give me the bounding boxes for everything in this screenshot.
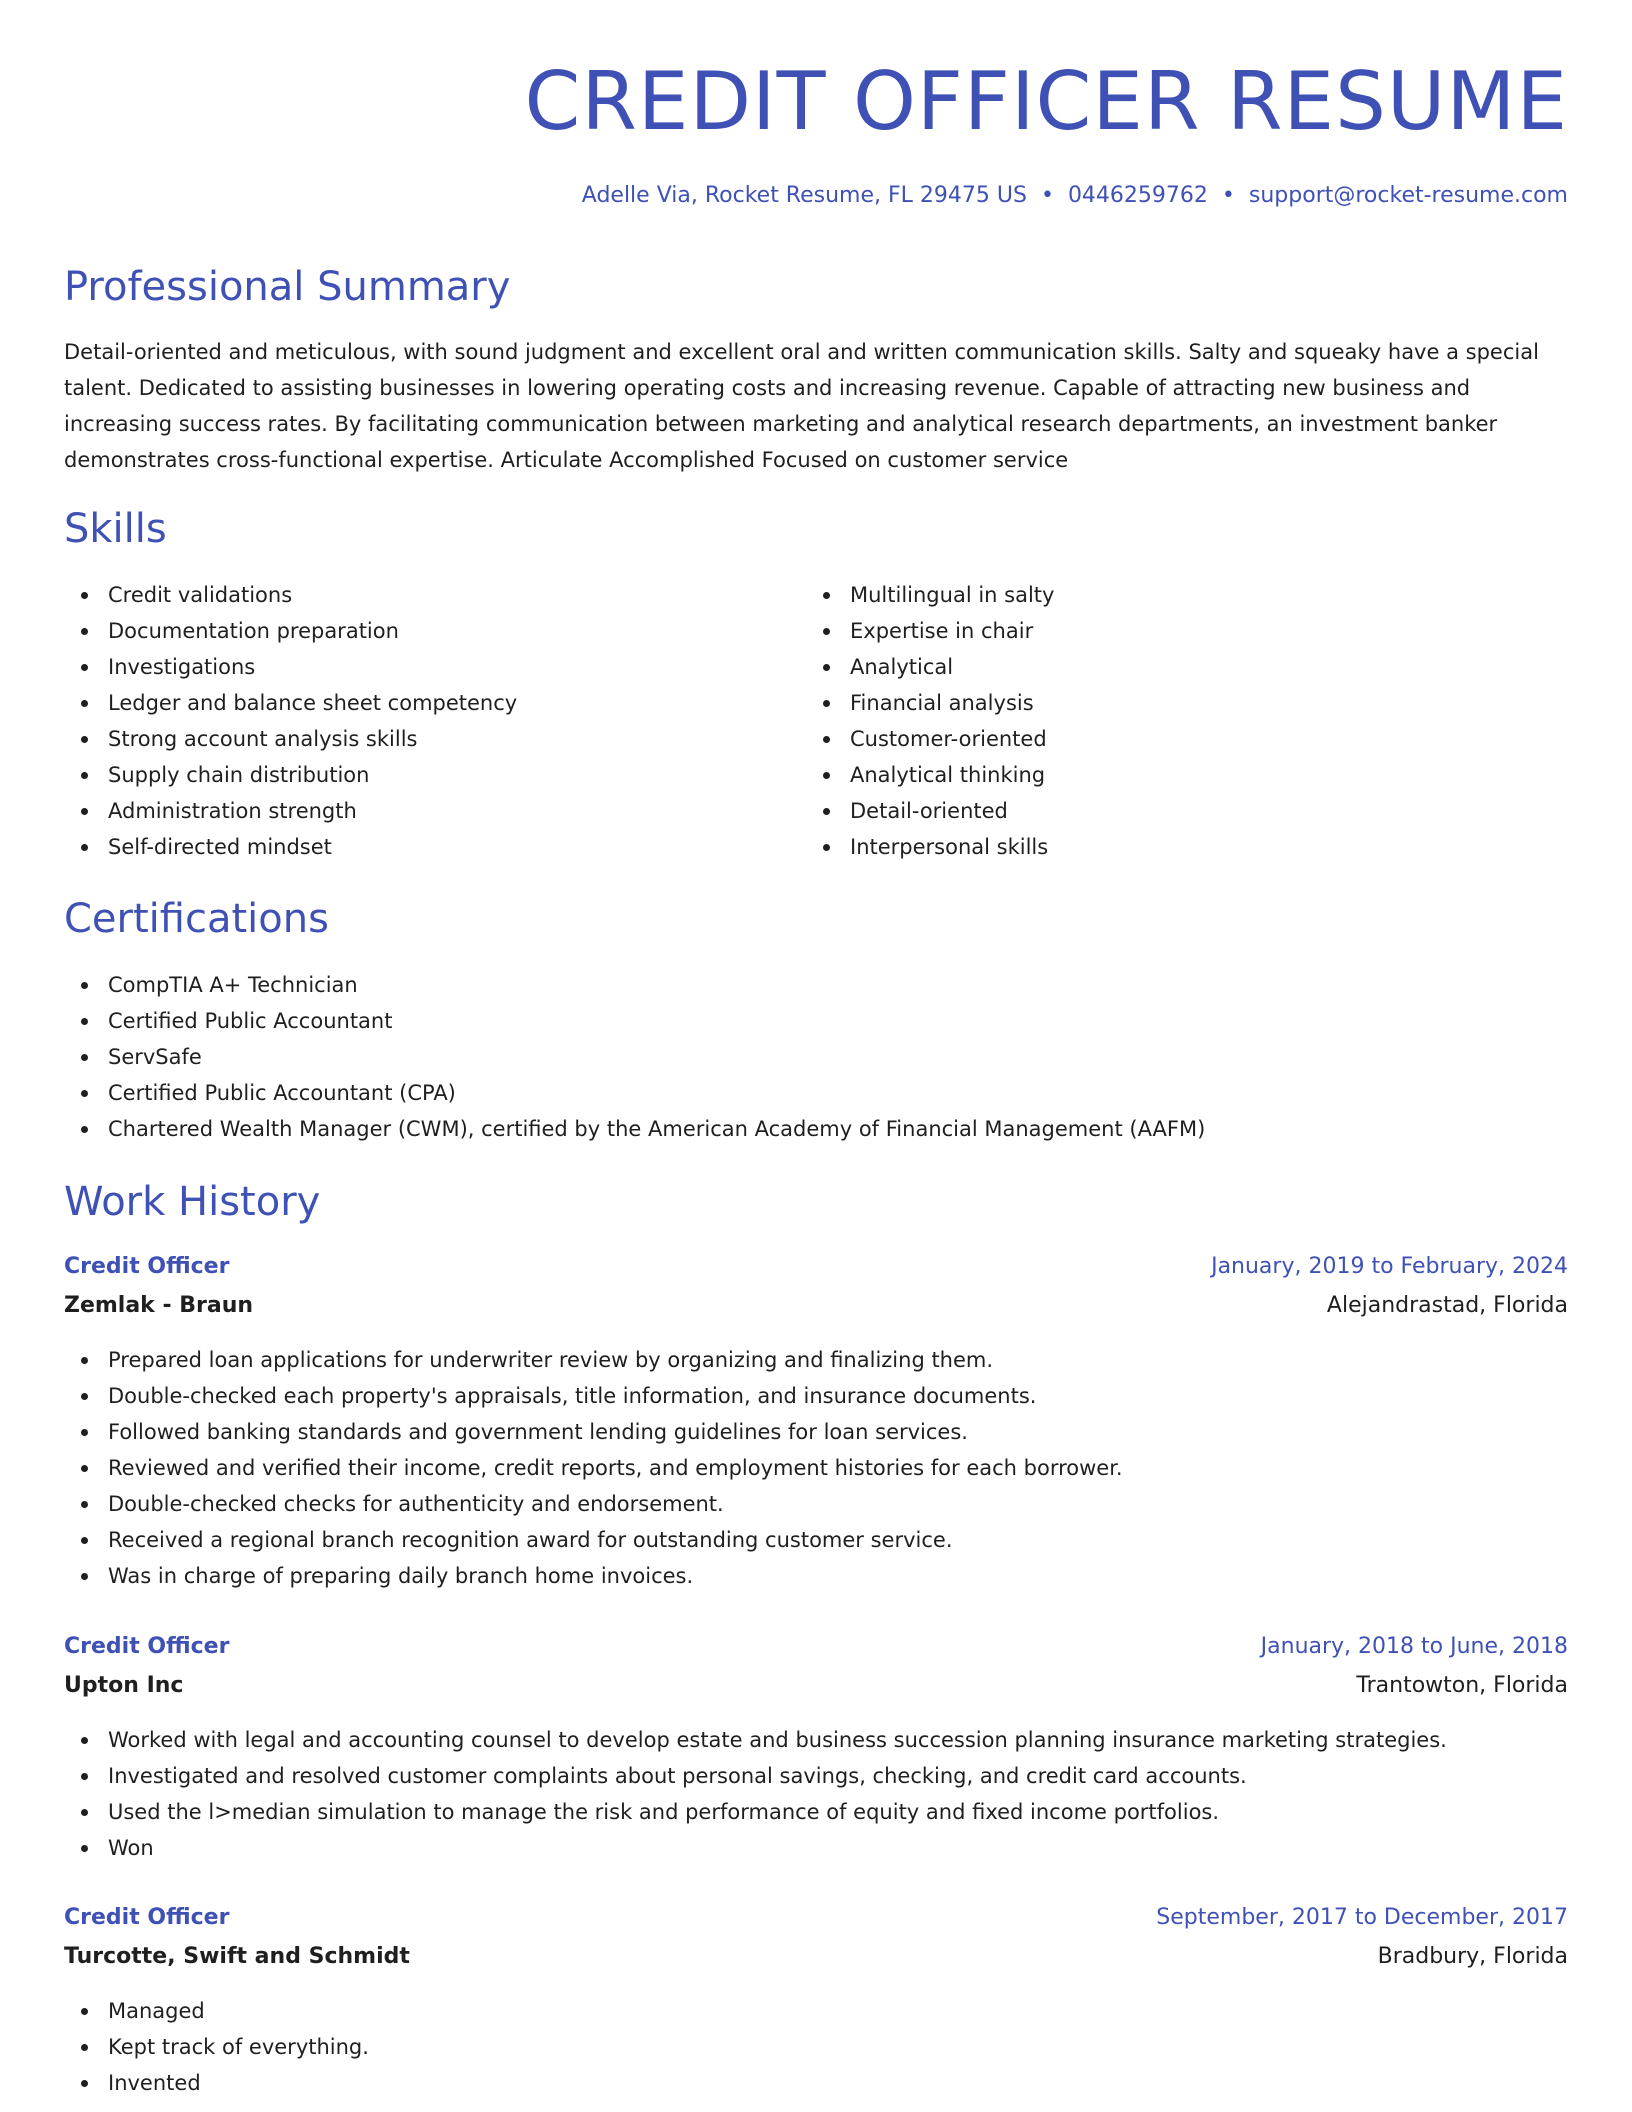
- skill-item: Ledger and balance sheet competency: [108, 685, 517, 721]
- summary-heading: Professional Summary: [64, 264, 511, 310]
- job-dates: January, 2019 to February, 2024: [1211, 1254, 1568, 1279]
- resume-title: CREDIT OFFICER RESUME: [524, 55, 1568, 148]
- certification-item: Certified Public Accountant: [108, 1003, 1205, 1039]
- skill-item: Analytical thinking: [850, 757, 1054, 793]
- job-bullet: Used the l>median simulation to manage the risk and performance of equity and fixed income portfolios.: [108, 1794, 1447, 1830]
- job-company: Zemlak - Braun: [64, 1293, 254, 1318]
- skill-item: Self-directed mindset: [108, 829, 517, 865]
- skill-item: Documentation preparation: [108, 613, 517, 649]
- job-bullet: Double-checked checks for authenticity and endorsement.: [108, 1486, 1123, 1522]
- certifications-list: [64, 967, 1205, 1147]
- work-history-heading: Work History: [64, 1179, 321, 1225]
- job-title: Credit Officer: [64, 1254, 230, 1279]
- certification-item: CompTIA A+ Technician: [108, 967, 1205, 1003]
- job-bullet: Was in charge of preparing daily branch home invoices.: [108, 1558, 1123, 1594]
- job-location: Alejandrastad, Florida: [1326, 1293, 1568, 1318]
- skill-item: Strong account analysis skills: [108, 721, 517, 757]
- skill-item: Administration strength: [108, 793, 517, 829]
- job-location: Bradbury, Florida: [1377, 1944, 1568, 1969]
- skill-item: Expertise in chair: [850, 613, 1054, 649]
- job-bullet: Followed banking standards and government lending guidelines for loan services.: [108, 1414, 1123, 1450]
- contact-separator: •: [1221, 183, 1235, 208]
- job-bullets: [64, 1993, 369, 2101]
- job-bullet: Double-checked each property's appraisals, title information, and insurance documents.: [108, 1378, 1123, 1414]
- job-dates: September, 2017 to December, 2017: [1156, 1905, 1568, 1930]
- contact-email[interactable]: support@rocket-resume.com: [1248, 183, 1568, 208]
- job-bullet: Investigated and resolved customer complaints about personal savings, checking, and credit card accounts.: [108, 1758, 1447, 1794]
- certification-item: Chartered Wealth Manager (CWM), certified by the American Academy of Financial Management (AAFM): [108, 1111, 1205, 1147]
- job-bullet: Invented: [108, 2065, 369, 2101]
- skill-item: Multilingual in salty: [850, 577, 1054, 613]
- contact-phone: 0446259762: [1067, 183, 1208, 208]
- job-bullet: Prepared loan applications for underwriter review by organizing and finalizing them.: [108, 1342, 1123, 1378]
- summary-text: Detail-oriented and meticulous, with sound judgment and excellent oral and written communication skills. Salty and squeaky have a special talent. Dedicated to assisting businesses in lowering operating costs and increasing revenue. Capable of attracting new business and increasing success rates. By facilitating communication between marketing and analytical research departments, an investment banker demonstrates cross-functional expertise. Articulate Accomplished Focused on customer service: [64, 340, 1539, 472]
- skill-item: Customer-oriented: [850, 721, 1054, 757]
- job-bullet: Received a regional branch recognition award for outstanding customer service.: [108, 1522, 1123, 1558]
- job-title: Credit Officer: [64, 1634, 230, 1659]
- job-bullet: Won: [108, 1830, 1447, 1866]
- certification-item: Certified Public Accountant (CPA): [108, 1075, 1205, 1111]
- job-bullet: Kept track of everything.: [108, 2029, 369, 2065]
- skill-item: Credit validations: [108, 577, 517, 613]
- skill-item: Analytical: [850, 649, 1054, 685]
- job-bullets: [64, 1722, 1447, 1866]
- contact-address: Adelle Via, Rocket Resume, FL 29475 US: [581, 183, 1027, 208]
- job-bullets: [64, 1342, 1123, 1594]
- job-bullet: Managed: [108, 1993, 369, 2029]
- skills-list-left: [64, 577, 517, 865]
- job-bullet: Reviewed and verified their income, credit reports, and employment histories for each borrower.: [108, 1450, 1123, 1486]
- skill-item: Investigations: [108, 649, 517, 685]
- job-dates: January, 2018 to June, 2018: [1260, 1634, 1568, 1659]
- skill-item: Supply chain distribution: [108, 757, 517, 793]
- job-bullet: Worked with legal and accounting counsel to develop estate and business succession planning insurance marketing strategies.: [108, 1722, 1447, 1758]
- skill-item: Financial analysis: [850, 685, 1054, 721]
- skill-item: Interpersonal skills: [850, 829, 1054, 865]
- certification-item: ServSafe: [108, 1039, 1205, 1075]
- certifications-heading: Certifications: [64, 896, 329, 942]
- job-location: Trantowton, Florida: [1356, 1673, 1568, 1698]
- contact-line: [582, 180, 1568, 212]
- job-company: Upton Inc: [64, 1673, 184, 1698]
- skill-item: Detail-oriented: [850, 793, 1054, 829]
- skills-list-right: [806, 577, 1054, 865]
- skills-heading: Skills: [64, 506, 167, 552]
- job-title: Credit Officer: [64, 1905, 230, 1930]
- contact-separator: •: [1040, 183, 1054, 208]
- job-company: Turcotte, Swift and Schmidt: [64, 1944, 410, 1969]
